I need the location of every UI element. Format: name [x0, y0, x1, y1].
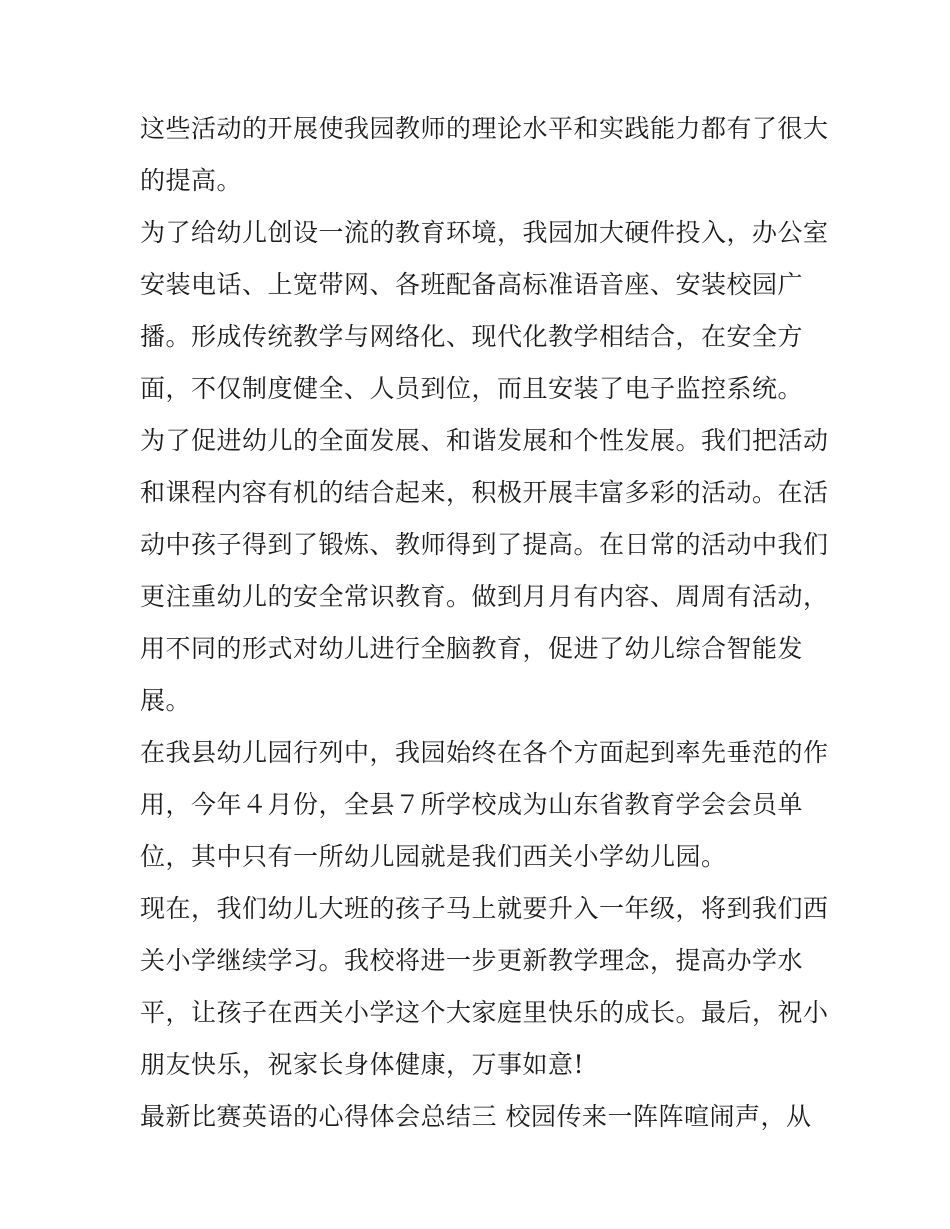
text-line: 为了给幼儿创设一流的教育环境，我园加大硬件投入，办公室 [140, 218, 829, 247]
text-line: 为了促进幼儿的全面发展、和谐发展和个性发展。我们把活动 [140, 426, 829, 455]
text-line: 更注重幼儿的安全常识教育。做到月月有内容、周周有活动， [140, 582, 829, 611]
text-line: 朋友快乐，祝家长身体健康，万事如意! [140, 1050, 585, 1079]
text-line: 平，让孩子在西关小学这个大家庭里快乐的成长。最后，祝小 [140, 998, 829, 1027]
text-line: 在我县幼儿园行列中，我园始终在各个方面起到率先垂范的作 [140, 738, 829, 767]
text-line: 关小学继续学习。我校将进一步更新教学理念，提高办学水 [140, 946, 804, 975]
text-line: 动中孩子得到了锻炼、教师得到了提高。在日常的活动中我们 [140, 530, 829, 559]
text-line: 最新比赛英语的心得体会总结三 校园传来一阵阵喧闹声，从 [140, 1102, 812, 1131]
text-line: 安装电话、上宽带网、各班配备高标准语音座、安装校园广 [140, 270, 804, 299]
text-line: 现在，我们幼儿大班的孩子马上就要升入一年级，将到我们西 [140, 894, 829, 923]
text-line: 面，不仅制度健全、人员到位，而且安装了电子监控系统。 [140, 374, 804, 403]
text-line: 和课程内容有机的结合起来，积极开展丰富多彩的活动。在活 [140, 478, 829, 507]
text-line: 用，今年４月份，全县７所学校成为山东省教育学会会员单 [140, 790, 804, 819]
text-line: 这些活动的开展使我园教师的理论水平和实践能力都有了很大 [140, 114, 829, 143]
text-line: 位，其中只有一所幼儿园就是我们西关小学幼儿园。 [140, 842, 727, 871]
document-body [140, 103, 829, 1143]
text-line: 播。形成传统教学与网络化、现代化教学相结合，在安全方 [140, 322, 804, 351]
text-line: 展。 [140, 686, 192, 715]
text-line: 的提高。 [140, 166, 243, 195]
text-line: 用不同的形式对幼儿进行全脑教育，促进了幼儿综合智能发 [140, 634, 804, 663]
